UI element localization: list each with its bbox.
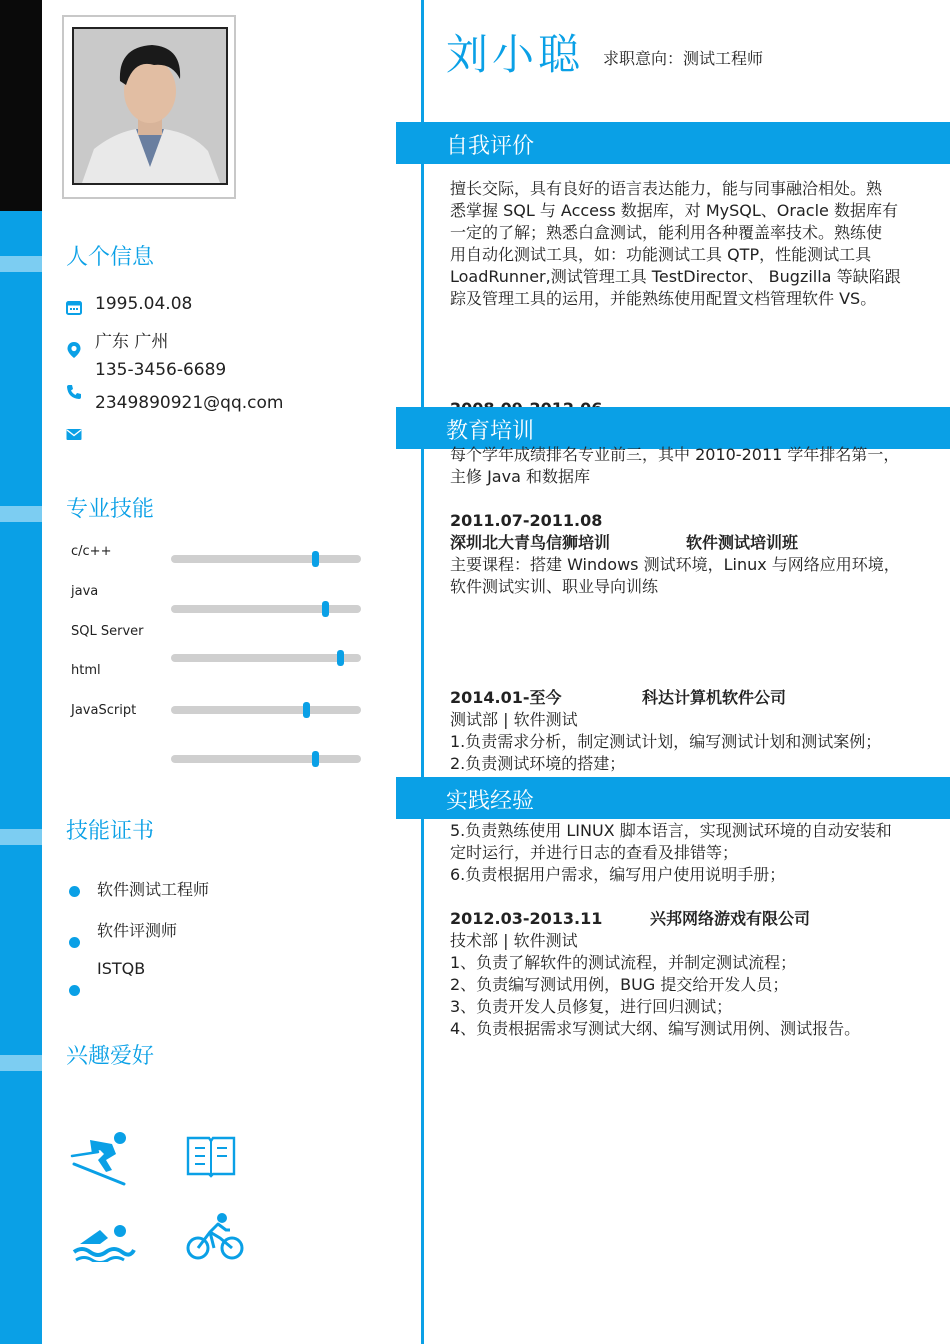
skill-label: JavaScript (71, 703, 137, 718)
entry-company: 科达计算机软件公司 (642, 688, 787, 707)
swim-icon (72, 1222, 136, 1262)
personal-info-heading: 人个信息 (66, 245, 155, 270)
edge-stripe (0, 829, 42, 845)
location-text: 广东 广州 (95, 332, 169, 352)
entry-date: 2011.07-2011.08 (450, 511, 603, 530)
experience-job-2 (450, 908, 920, 1040)
entry-company: 兴邦网络游戏有限公司 (650, 909, 811, 928)
profile-photo (72, 27, 228, 185)
entry-date: 2014.01-至今 (450, 688, 562, 707)
text-line: 踪及管理工具的运用，并能熟练使用配置文档管理软件 VS。 (450, 289, 877, 308)
cycling-icon (186, 1212, 244, 1262)
edge-stripe (0, 506, 42, 522)
education-entry-1 (450, 444, 920, 488)
skills-heading: 专业技能 (66, 497, 155, 522)
certificates-heading: 技能证书 (66, 819, 155, 844)
certificate-item: 软件测试工程师 (97, 880, 210, 899)
text-line: 用自动化测试工具，如：功能测试工具 QTP，性能测试工具 (450, 245, 872, 264)
experience-job-1 (450, 687, 920, 775)
text-line: 定时运行，并进行日志的查看及排错等； (450, 843, 739, 862)
entry-org: 深圳北大青鸟信狮培训 (450, 533, 611, 552)
skill-label: java (71, 584, 99, 599)
hobbies-heading: 兴趣爱好 (66, 1044, 155, 1069)
text-line: 3、负责开发人员修复，进行回归测试； (450, 997, 733, 1016)
photo-frame (62, 15, 236, 199)
skill-label: SQL Server (71, 624, 144, 639)
bullet-dot (69, 886, 80, 897)
skill-label: c/c++ (71, 544, 112, 559)
entry-role: 软件测试培训班 (686, 533, 799, 552)
text-line: 2.负责测试环境的搭建； (450, 754, 626, 773)
phone-text: 135-3456-6689 (95, 360, 227, 380)
location-icon (66, 341, 82, 359)
skill-level-marker (337, 650, 344, 666)
text-line: 每个学年成绩排名专业前三，其中 2010-2011 学年排名第一， (450, 445, 900, 464)
skill-level-marker (322, 601, 329, 617)
text-line: 5.负责熟练使用 LINUX 脚本语言，实现测试环境的自动安装和 (450, 821, 892, 840)
section-band-self-eval (396, 122, 950, 164)
text-line: 主要课程：搭建 Windows 测试环境，Linux 与网络应用环境， (450, 555, 900, 574)
text-line: 技术部 | 软件测试 (450, 931, 578, 950)
section-title: 教育培训 (446, 419, 535, 444)
text-line: 2、负责编写测试用例，BUG 提交给开发人员； (450, 975, 789, 994)
text-line: 6.负责根据用户需求，编写用户使用说明手册； (450, 865, 786, 884)
bullet-dot (69, 985, 80, 996)
calendar-icon (66, 299, 82, 315)
text-line: 测试部 | 软件测试 (450, 710, 578, 729)
text-line: LoadRunner,测试管理工具 TestDirector、 Bugzilla 等缺陷跟 (450, 267, 901, 286)
bullet-dot (69, 937, 80, 948)
left-edge-blue (0, 211, 42, 1344)
edge-stripe (0, 1055, 42, 1071)
section-band-experience (396, 777, 950, 819)
text-line: 软件测试实训、职业导向训练 (450, 577, 659, 596)
vertical-divider (421, 0, 424, 1344)
certificate-item: ISTQB (97, 959, 146, 978)
education-entry-2 (450, 510, 920, 598)
candidate-name: 刘小聪 (446, 30, 585, 79)
skill-level-marker (303, 702, 310, 718)
text-line: 1.负责需求分析，制定测试计划，编写测试计划和测试案例； (450, 732, 882, 751)
self-eval-text (450, 178, 920, 310)
text-line: 1、负责了解软件的测试流程，并制定测试流程； (450, 953, 797, 972)
portrait-illustration (74, 29, 226, 183)
section-title: 自我评价 (446, 134, 535, 159)
section-title: 实践经验 (446, 789, 535, 814)
entry-date: 2012.03-2013.11 (450, 909, 603, 928)
experience-job-1-continued (450, 820, 920, 886)
skill-track (171, 605, 361, 613)
birthday-text: 1995.04.08 (95, 294, 193, 314)
skill-track (171, 755, 361, 763)
text-line: 主修 Java 和数据库 (450, 467, 590, 486)
skill-track (171, 654, 361, 662)
book-icon (186, 1134, 236, 1178)
email-text: 2349890921@qq.com (95, 393, 284, 413)
left-edge-black (0, 0, 42, 211)
job-objective: 求职意向：测试工程师 (603, 49, 764, 68)
skill-label: html (71, 663, 101, 678)
text-line: 一定的了解；熟悉白盒测试，能利用各种覆盖率技术。熟练使 (450, 223, 883, 242)
skill-track (171, 555, 361, 563)
section-band-education (396, 407, 950, 449)
skill-track (171, 706, 361, 714)
skill-level-marker (312, 551, 319, 567)
certificate-item: 软件评测师 (97, 921, 178, 940)
text-line: 擅长交际，具有良好的语言表达能力，能与同事融洽相处。熟 (450, 179, 883, 198)
edge-stripe (0, 256, 42, 272)
text-line: 悉掌握 SQL 与 Access 数据库，对 MySQL、Oracle 数据库有 (450, 201, 898, 220)
phone-icon (66, 384, 82, 400)
text-line: 4、负责根据需求写测试大纲、编写测试用例、测试报告。 (450, 1019, 861, 1038)
mail-icon (66, 428, 82, 441)
skill-level-marker (312, 751, 319, 767)
ski-icon (70, 1130, 130, 1188)
